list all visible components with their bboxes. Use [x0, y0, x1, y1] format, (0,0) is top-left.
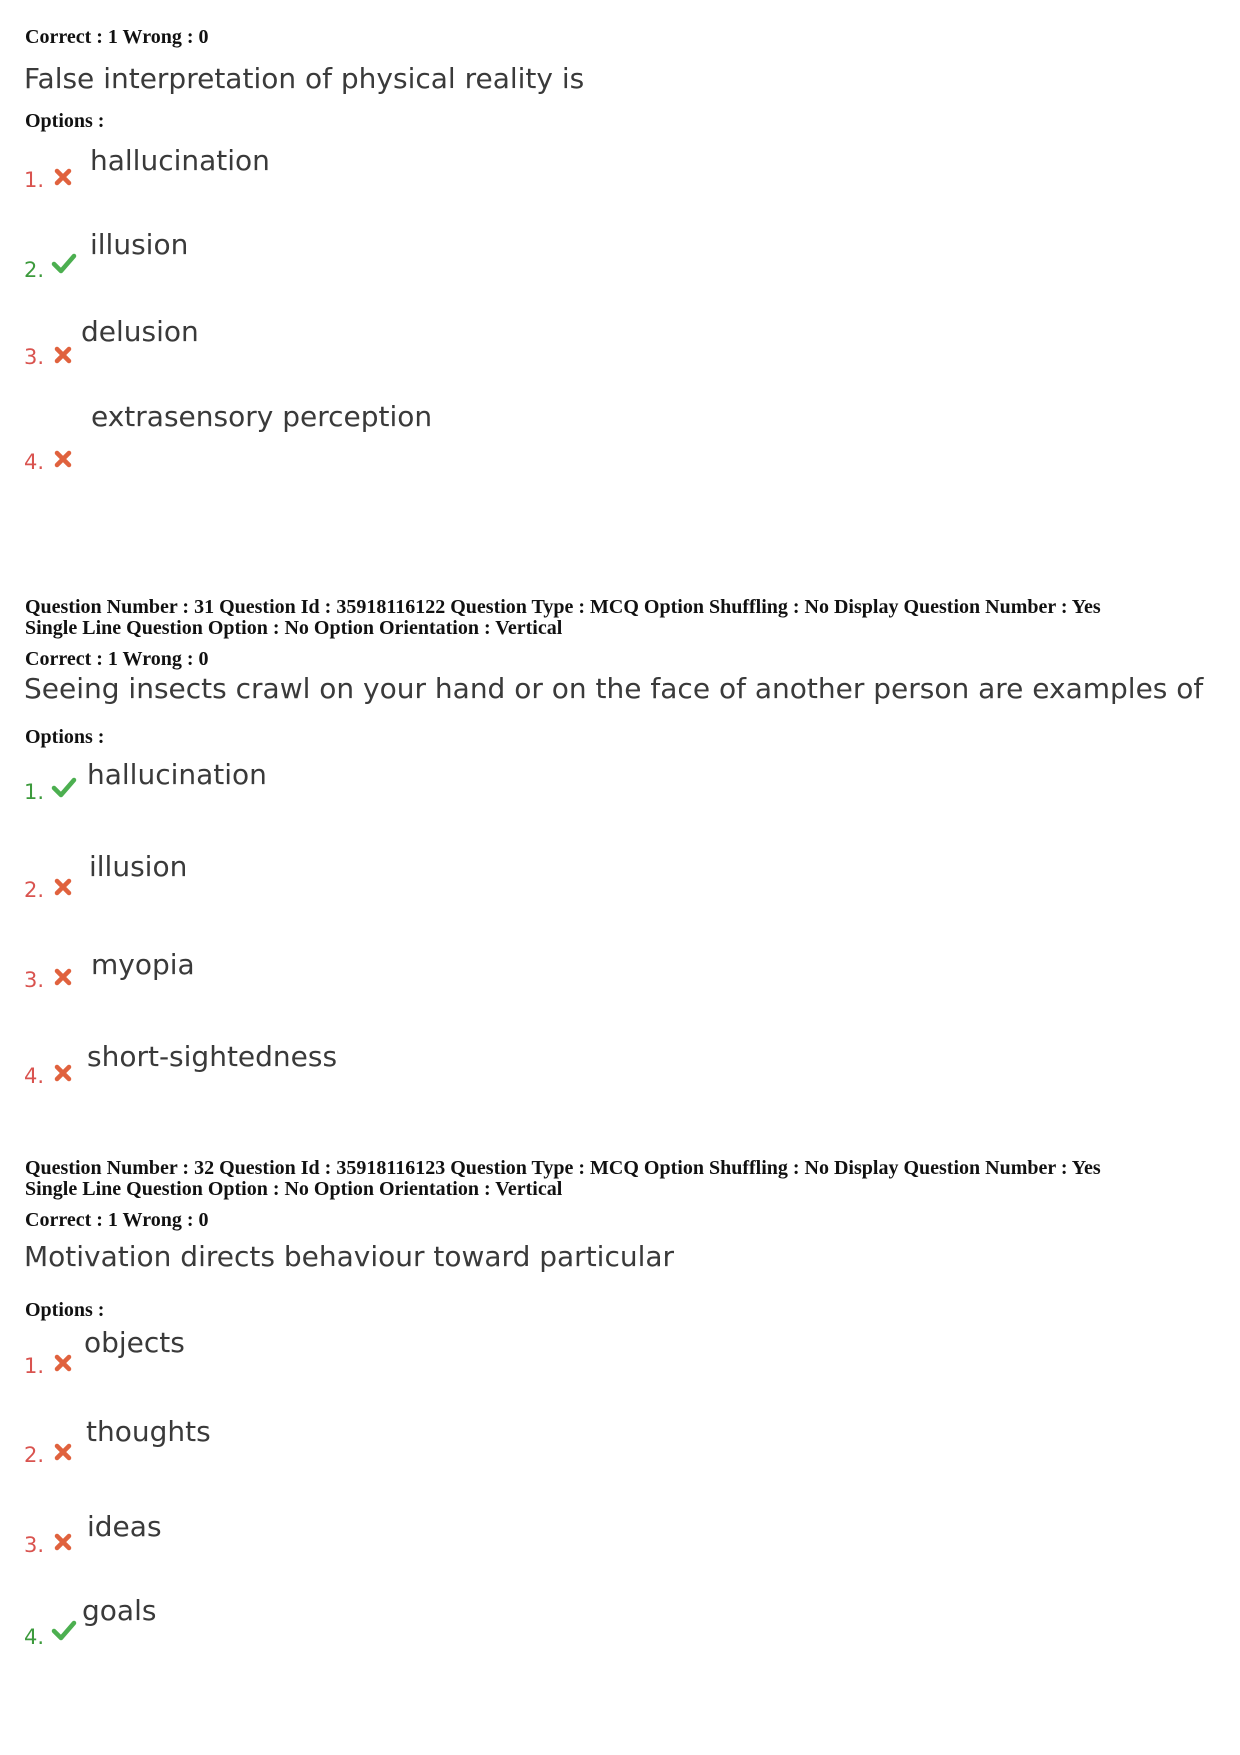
option-number: 2. — [24, 878, 45, 902]
cross-icon — [52, 876, 74, 898]
option-text: hallucination — [90, 144, 270, 177]
option-number: 3. — [24, 968, 45, 992]
check-icon — [51, 776, 77, 798]
option-number: 3. — [24, 345, 45, 369]
cross-icon — [52, 1531, 74, 1553]
question-header-line: Single Line Question Option : No Option Orientation : Vertical — [25, 617, 563, 639]
option-number: 4. — [24, 450, 45, 474]
option-text: hallucination — [87, 758, 267, 791]
option-text: short-sightedness — [87, 1040, 338, 1073]
cross-icon — [52, 1352, 74, 1374]
cross-icon — [52, 344, 74, 366]
cross-icon — [52, 448, 74, 470]
question-text: False interpretation of physical reality is — [24, 62, 585, 95]
option-text: goals — [82, 1594, 157, 1627]
options-label: Options : — [25, 726, 105, 748]
option-number: 4. — [24, 1064, 45, 1088]
option-text: thoughts — [86, 1415, 211, 1448]
check-icon — [51, 252, 77, 274]
question-header-line: Question Number : 31 Question Id : 35918116122 Question Type : MCQ Option Shuffling : No Display Question Number : Yes — [25, 596, 1101, 618]
score-line: Correct : 1 Wrong : 0 — [25, 648, 209, 670]
option-text: delusion — [81, 315, 199, 348]
cross-icon — [52, 166, 74, 188]
score-line: Correct : 1 Wrong : 0 — [25, 1209, 209, 1231]
cross-icon — [52, 1062, 74, 1084]
option-text: ideas — [87, 1510, 162, 1543]
question-text: Motivation directs behaviour toward particular — [24, 1240, 675, 1273]
cross-icon — [52, 1441, 74, 1463]
option-number: 1. — [24, 1354, 45, 1378]
option-text: extrasensory perception — [91, 400, 433, 433]
option-number: 1. — [24, 780, 45, 804]
score-line: Correct : 1 Wrong : 0 — [25, 26, 209, 48]
question-header-line: Single Line Question Option : No Option Orientation : Vertical — [25, 1178, 563, 1200]
options-label: Options : — [25, 1299, 105, 1321]
option-text: illusion — [90, 228, 189, 261]
cross-icon — [52, 966, 74, 988]
question-text: Seeing insects crawl on your hand or on the face of another person are examples of — [24, 672, 1204, 705]
option-text: illusion — [89, 850, 188, 883]
option-number: 2. — [24, 1443, 45, 1467]
option-number: 3. — [24, 1533, 45, 1557]
option-text: objects — [84, 1326, 185, 1359]
check-icon — [51, 1619, 77, 1641]
option-number: 4. — [24, 1625, 45, 1649]
option-number: 1. — [24, 168, 45, 192]
options-label: Options : — [25, 110, 105, 132]
option-number: 2. — [24, 258, 45, 282]
question-header-line: Question Number : 32 Question Id : 35918116123 Question Type : MCQ Option Shuffling : No Display Question Number : Yes — [25, 1157, 1101, 1179]
option-text: myopia — [91, 948, 195, 981]
